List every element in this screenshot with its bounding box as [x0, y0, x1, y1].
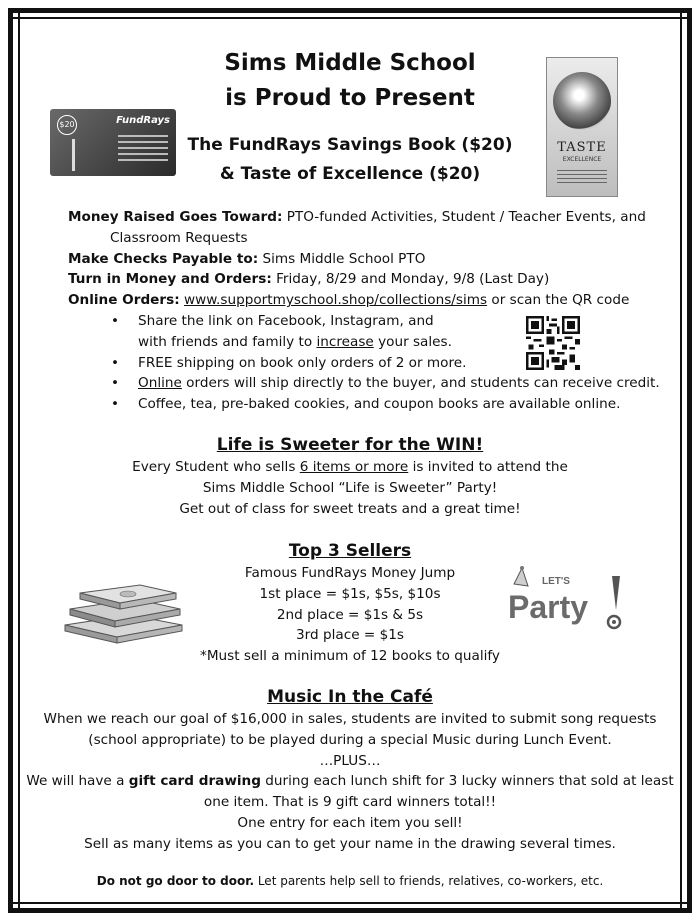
music-line-6: One entry for each item you sell!	[237, 814, 463, 831]
checks-text: Sims Middle School PTO	[258, 250, 426, 267]
money-row	[68, 207, 668, 228]
lets-party-image	[502, 566, 632, 638]
turnin-label: Turn in Money and Orders:	[68, 271, 272, 288]
win-line-1-post: is invited to attend the	[408, 459, 568, 475]
footer-note	[0, 872, 700, 890]
win-line-2: Sims Middle School “Life is Sweeter” Party!	[202, 479, 498, 496]
bullet-1b-pre: with friends and family to	[138, 333, 317, 350]
bullet-item-2: • FREE shipping on book only orders of 2 or more.	[68, 353, 668, 374]
title-line-1: Sims Middle School	[224, 50, 476, 76]
music-heading: Music In the Café	[267, 687, 433, 707]
border-bottom-outer	[8, 908, 692, 913]
book-food-plate	[553, 72, 611, 130]
subtitle-line-2: & Taste of Excellence ($20)	[219, 164, 481, 184]
win-heading: Life is Sweeter for the WIN!	[216, 435, 484, 455]
footer-text: Let parents help sell to friends, relatives, co-workers, etc.	[254, 874, 604, 888]
bullet-1b-post: your sales.	[373, 333, 452, 350]
online-label: Online Orders:	[68, 292, 180, 309]
info-block	[68, 207, 668, 415]
border-top-outer	[8, 8, 692, 13]
fundrays-card-image	[50, 109, 176, 176]
subtitle-line-1: The FundRays Savings Book ($20)	[187, 135, 513, 155]
sellers-line-5: *Must sell a minimum of 12 books to qualify	[200, 648, 500, 665]
turnin-text: Friday, 8/29 and Monday, 9/8 (Last Day)	[271, 271, 550, 288]
bullet-item-3	[68, 373, 668, 394]
music-line-4-bold: gift card drawing	[128, 773, 261, 790]
sellers-heading: Top 3 Sellers	[288, 541, 412, 561]
bullet-item-4: • Coffee, tea, pre-baked cookies, and coupon books are available online.	[68, 394, 668, 415]
qr-code[interactable]	[526, 316, 580, 370]
book-text-lines	[557, 170, 607, 186]
music-section	[0, 685, 700, 855]
party-big-text: Party	[508, 589, 589, 625]
sellers-line-4: 3rd place = $1s	[296, 627, 404, 644]
footer-bold: Do not go door to door.	[96, 874, 255, 888]
music-line-4-post: during each lunch shift for 3 lucky winners that sold at least	[260, 773, 674, 790]
checks-row	[68, 249, 668, 270]
bullet-1a: Share the link on Facebook, Instagram, and	[138, 312, 434, 329]
money-stack-image	[60, 579, 185, 645]
win-line-1	[0, 457, 700, 478]
music-line-3: …PLUS…	[319, 752, 381, 769]
money-text: PTO-funded Activities, Student / Teacher Events, and	[282, 209, 646, 225]
music-line-2: (school appropriate) to be played during a special Music during Lunch Event.	[88, 731, 612, 748]
sellers-line-1: Famous FundRays Money Jump	[244, 565, 456, 581]
border-bottom-inner	[8, 902, 692, 904]
win-line-1-ul: 6 items or more	[299, 459, 409, 475]
card-tower-graphic	[72, 139, 75, 171]
party-graphic	[502, 566, 632, 638]
win-line-3: Get out of class for sweet treats and a great time!	[179, 500, 521, 517]
checks-label: Make Checks Payable to:	[68, 250, 259, 267]
fundrays-logo: FundRays	[116, 115, 170, 126]
book-subtitle: EXCELLENCE	[562, 156, 602, 163]
border-top-inner	[8, 17, 692, 19]
bullet-3-post: orders will ship directly to the buyer, and students can receive credit.	[181, 375, 660, 392]
win-section	[0, 433, 700, 519]
money-label: Money Raised Goes Toward:	[68, 209, 283, 225]
sellers-line-2: 1st place = $1s, $5s, $10s	[259, 585, 441, 602]
music-line-4	[0, 771, 700, 792]
card-price-badge: $20	[57, 115, 77, 135]
sellers-line-3: 2nd place = $1s & 5s	[276, 606, 424, 623]
online-row	[68, 290, 668, 311]
title-line-2: is Proud to Present	[225, 85, 475, 111]
party-small-text: LET'S	[542, 576, 570, 587]
online-url-link[interactable]: www.supportmyschool.shop/collections/sims	[183, 292, 488, 309]
win-line-1-pre: Every Student who sells	[132, 459, 300, 475]
music-line-4-pre: We will have a	[26, 773, 129, 790]
turnin-row	[68, 269, 668, 290]
online-text: or scan the QR code	[487, 292, 630, 309]
card-text-lines	[118, 135, 168, 165]
music-line-5: one item. That is 9 gift card winners total!!	[203, 794, 497, 811]
music-line-7: Sell as many items as you can to get your name in the drawing several times.	[84, 835, 616, 852]
bullet-1b-ul: increase	[316, 333, 374, 350]
bullet-3-ul: Online	[138, 375, 182, 392]
taste-of-excellence-book-image	[546, 57, 618, 197]
book-title: TASTE	[557, 140, 607, 155]
music-line-1: When we reach our goal of $16,000 in sales, students are invited to submit song requests	[43, 711, 657, 727]
money-row-cont: Classroom Requests	[110, 229, 248, 246]
